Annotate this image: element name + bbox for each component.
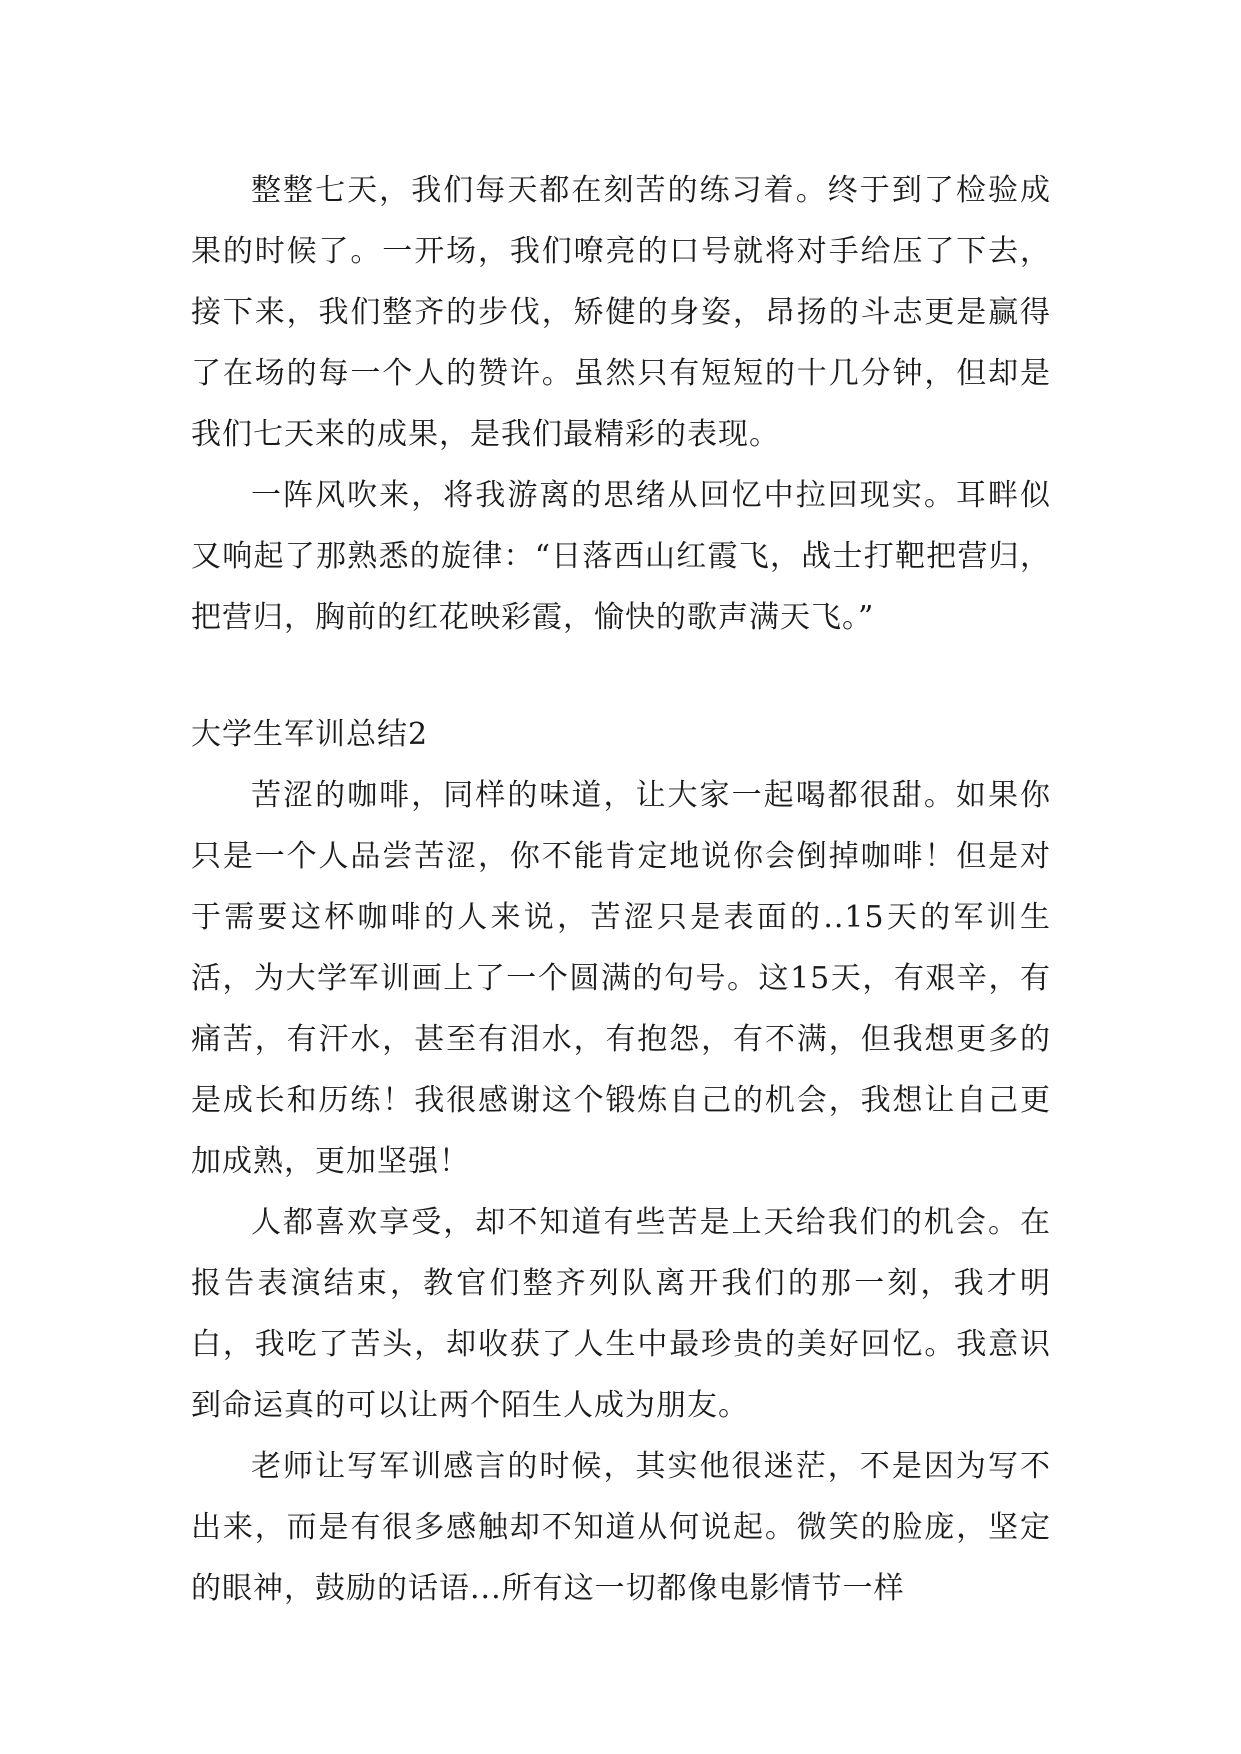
document-body xyxy=(191,160,1051,1619)
paragraph: 整整七天，我们每天都在刻苦的练习着。终于到了检验成果的时候了。一开场，我们嘹亮的口号就将对手给压了下去，接下来，我们整齐的步伐，矫健的身姿，昂扬的斗志更是赢得了在场的每一个人的赞许。虽然只有短短的十几分钟，但却是我们七天来的成果，是我们最精彩的表现。 xyxy=(191,173,1051,452)
paragraph: 苦涩的咖啡，同样的味道，让大家一起喝都很甜。如果你只是一个人品尝苦涩，你不能肯定地说你会倒掉咖啡！但是对于需要这杯咖啡的人来说，苦涩只是表面的..15天的军训生活，为大学军训画上了一个圆满的句号。这15天，有艰辛，有痛苦，有汗水，甚至有泪水，有抱怨，有不满，但我想更多的是成长和历练！我很感谢这个锻炼自己的机会，我想让自己更加成熟，更加坚强！ xyxy=(191,778,1051,1179)
paragraph: 老师让写军训感言的时候，其实他很迷茫，不是因为写不出来，而是有很多感触却不知道从何说起。微笑的脸庞，坚定的眼神，鼓励的话语...所有这一切都像电影情节一样 xyxy=(191,1449,1051,1606)
section-heading: 大学生军训总结2 xyxy=(191,717,429,752)
paragraph: 一阵风吹来，将我游离的思绪从回忆中拉回现实。耳畔似又响起了那熟悉的旋律：“日落西山红霞飞，战士打靶把营归，把营归，胸前的红花映彩霞，愉快的歌声满天飞。” xyxy=(191,478,1051,635)
section-spacer xyxy=(191,648,1051,704)
paragraph: 人都喜欢享受，却不知道有些苦是上天给我们的机会。在报告表演结束，教官们整齐列队离开我们的那一刻，我才明白，我吃了苦头，却收获了人生中最珍贵的美好回忆。我意识到命运真的可以让两个陌生人成为朋友。 xyxy=(191,1205,1051,1423)
